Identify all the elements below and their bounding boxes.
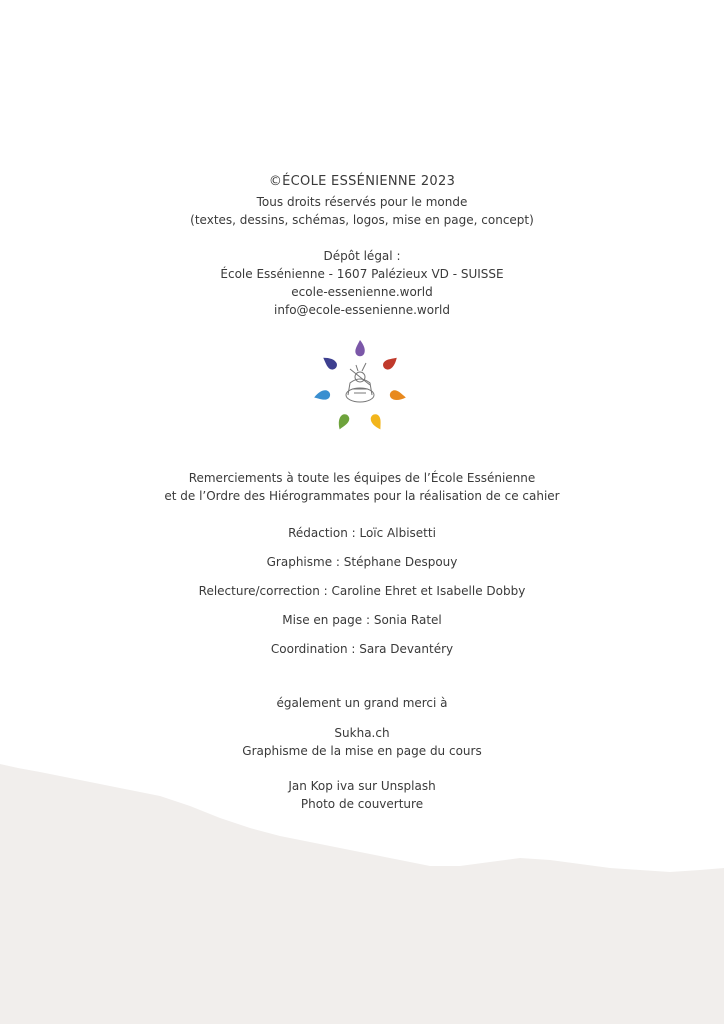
website-link[interactable]: ecole-essenienne.world <box>291 285 433 299</box>
flame-icon <box>335 413 351 432</box>
rights-line-1: Tous droits réservés pour le monde <box>256 195 468 209</box>
email-link[interactable]: info@ecole-essenienne.world <box>274 303 450 317</box>
thanks-line-1: Remerciements à toute les équipes de l’École Essénienne <box>188 471 536 485</box>
flame-icon <box>369 413 385 432</box>
flame-icon <box>389 389 407 402</box>
credit-graphisme: Graphisme : Stéphane Despouy <box>266 555 458 569</box>
legal-address: École Essénienne - 1607 Palézieux VD - SUISSE <box>220 267 504 281</box>
credit-redaction: Rédaction : Loïc Albisetti <box>288 526 436 540</box>
credit-mise-en-page: Mise en page : Sonia Ratel <box>282 613 442 627</box>
credit-relecture: Relecture/correction : Caroline Ehret et Isabelle Dobby <box>198 584 526 598</box>
flame-icon <box>320 354 339 372</box>
rights-line-2: (textes, dessins, schémas, logos, mise en page, concept) <box>190 213 534 227</box>
central-figure-icon <box>346 363 374 402</box>
photo-credit-name: Jan Kop iva sur Unsplash <box>288 779 436 793</box>
copyright-title: ©ÉCOLE ESSÉNIENNE 2023 <box>268 174 456 189</box>
credit-coordination: Coordination : Sara Devantéry <box>270 642 454 656</box>
flame-icon <box>313 389 331 402</box>
thanks-line-2: et de l’Ordre des Hiérogrammates pour la réalisation de ce cahier <box>164 489 560 503</box>
flame-icon <box>381 354 400 372</box>
flame-icon <box>355 340 364 356</box>
sukha-name: Sukha.ch <box>334 726 390 740</box>
extra-thanks-intro: également un grand merci à <box>276 696 448 710</box>
photo-credit-role: Photo de couverture <box>300 797 424 811</box>
flame-circle-logo-icon <box>312 339 408 435</box>
legal-label: Dépôt légal : <box>323 249 401 263</box>
sukha-role: Graphisme de la mise en page du cours <box>242 744 482 758</box>
